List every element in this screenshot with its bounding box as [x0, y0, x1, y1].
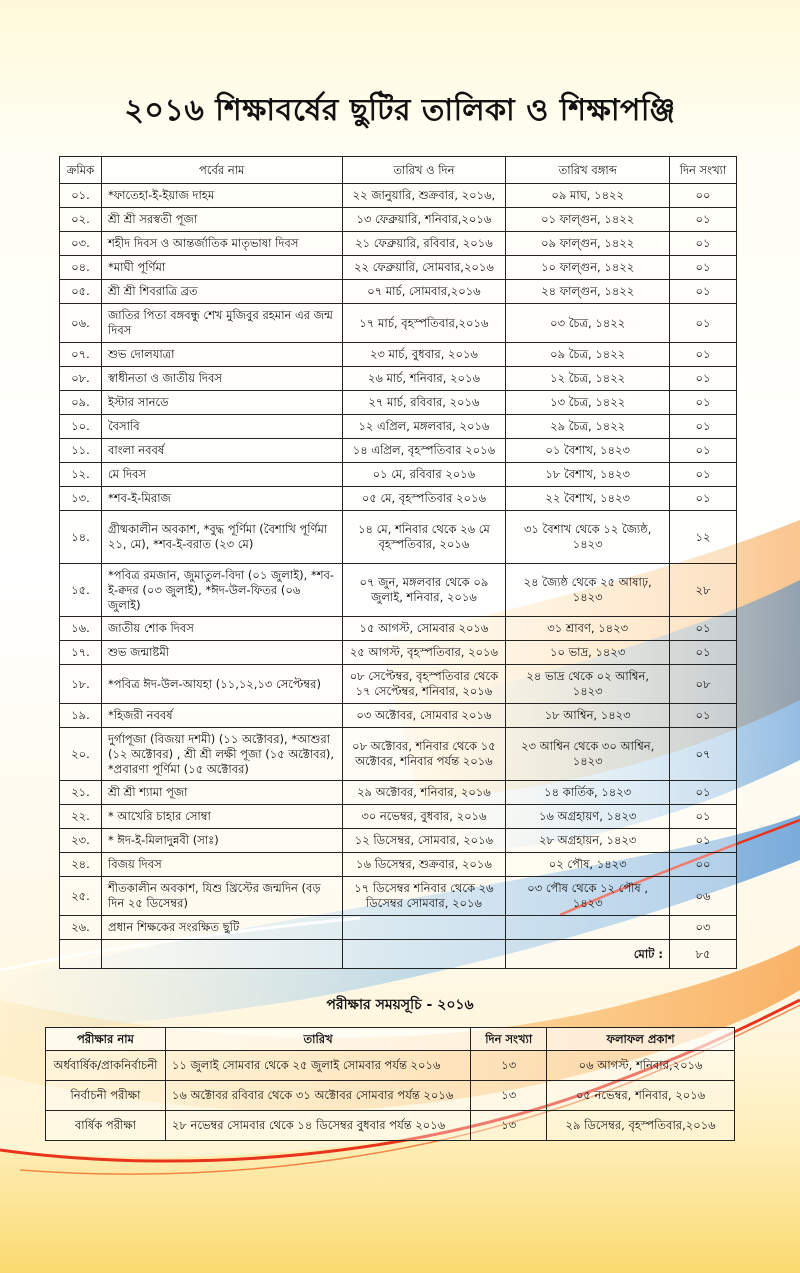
date-cell: ১৩ ফেব্রুয়ারি, শনিবার,২০১৬ [342, 208, 506, 232]
day-count-cell: ১২ [670, 511, 737, 564]
bangla-date-cell: ২৯ চৈত্র, ১৪২২ [506, 415, 670, 439]
bangla-date-cell: ২৪ জ্যৈষ্ঠ থেকে ২৫ আষাঢ়, ১৪২৩ [506, 564, 670, 617]
day-count-cell: ০১ [670, 367, 737, 391]
date-cell: ১৭ মার্চ, বৃহস্পতিবার,২০১৬ [342, 304, 506, 343]
exam-table [45, 1027, 735, 1141]
holiday-row [60, 829, 737, 853]
serial-cell: ১৫. [60, 564, 102, 617]
header-festival-name: পর্বের নাম [101, 157, 342, 184]
bangla-date-cell: ১২ চৈত্র, ১৪২২ [506, 367, 670, 391]
exam-table-header-row [46, 1028, 735, 1051]
holiday-row [60, 916, 737, 940]
holiday-row [60, 256, 737, 280]
serial-cell: ১৭. [60, 641, 102, 665]
date-cell: ১২ ডিসেম্বর, সোমবার, ২০১৬ [342, 829, 506, 853]
holiday-row [60, 208, 737, 232]
day-count-cell: ০১ [670, 805, 737, 829]
header-result-publish: ফলাফল প্রকাশ [547, 1028, 735, 1051]
exam-row [46, 1081, 735, 1111]
date-cell: ২১ ফেব্রুয়ারি, রবিবার, ২০১৬ [342, 232, 506, 256]
bangla-date-cell: ১৩ চৈত্র, ১৪২২ [506, 391, 670, 415]
day-count-cell: ০১ [670, 304, 737, 343]
bangla-date-cell: ১৬ অগ্রহায়ণ, ১৪২৩ [506, 805, 670, 829]
date-cell: ১৬ ডিসেম্বর, শুক্রবার, ২০১৬ [342, 853, 506, 877]
day-count-cell: ০১ [670, 487, 737, 511]
festival-name-cell: মে দিবস [101, 463, 342, 487]
empty-cell [342, 940, 506, 969]
page-title: ২০১৬ শিক্ষাবর্ষের ছুটির তালিকা ও শিক্ষাপঞ্জি [124, 93, 676, 128]
date-cell: ১৪ মে, শনিবার থেকে ২৬ মে বৃহস্পতিবার, ২০১৬ [342, 511, 506, 564]
festival-name-cell: গ্রীষ্মকালীন অবকাশ, *বুদ্ধ পূর্ণিমা (বৈশাখি পূর্ণিমা ২১, মে), *শব-ই-বরাত (২৩ মে) [101, 511, 342, 564]
exam-row [46, 1051, 735, 1081]
total-label: মোট : [506, 940, 670, 969]
date-cell: ১৫ আগস্ট, সোমবার ২০১৬ [342, 617, 506, 641]
serial-cell: ০৫. [60, 280, 102, 304]
exam-table-body [46, 1051, 735, 1141]
festival-name-cell: শুভ জন্মাষ্টমী [101, 641, 342, 665]
holiday-row [60, 487, 737, 511]
serial-cell: ২৪. [60, 853, 102, 877]
exam-date-cell: ১১ জুলাই সোমবার থেকে ২৫ জুলাই সোমবার পর্যন্ত ২০১৬ [165, 1051, 470, 1081]
holiday-row [60, 665, 737, 704]
day-count-cell: ০১ [670, 391, 737, 415]
serial-cell: ০৮. [60, 367, 102, 391]
holiday-row [60, 853, 737, 877]
header-date-day: তারিখ ও দিন [342, 157, 506, 184]
festival-name-cell: * ঈদ-ই-মিলাদুন্নবী (সাঃ) [101, 829, 342, 853]
bangla-date-cell: ৩১ শ্রাবণ, ১৪২৩ [506, 617, 670, 641]
serial-cell: ২৫. [60, 877, 102, 916]
header-exam-date: তারিখ [165, 1028, 470, 1051]
serial-cell: ২২. [60, 805, 102, 829]
serial-cell: ১২. [60, 463, 102, 487]
festival-name-cell: প্রধান শিক্ষকের সংরক্ষিত ছুটি [101, 916, 342, 940]
bangla-date-cell: ১৮ আশ্বিন, ১৪২৩ [506, 704, 670, 728]
exam-days-cell: ১৩ [471, 1081, 547, 1111]
bangla-date-cell: ০২ পৌষ, ১৪২৩ [506, 853, 670, 877]
festival-name-cell: *মাঘী পূর্ণিমা [101, 256, 342, 280]
holiday-row [60, 367, 737, 391]
day-count-cell: ০১ [670, 232, 737, 256]
bangla-date-cell: ১৪ কার্তিক, ১৪২৩ [506, 781, 670, 805]
day-count-cell: ০১ [670, 439, 737, 463]
serial-cell: ১৮. [60, 665, 102, 704]
festival-name-cell: ইস্টার সানডে [101, 391, 342, 415]
holiday-row [60, 805, 737, 829]
header-exam-name: পরীক্ষার নাম [46, 1028, 166, 1051]
exam-row [46, 1111, 735, 1141]
result-date-cell: ০৫ নভেম্বর, শনিবার, ২০১৬ [547, 1081, 735, 1111]
bangla-date-cell: ০১ বৈশাখ, ১৪২৩ [506, 439, 670, 463]
festival-name-cell: শ্রী শ্রী সরস্বতী পূজা [101, 208, 342, 232]
bangla-date-cell: ১৮ বৈশাখ, ১৪২৩ [506, 463, 670, 487]
serial-cell: ১৬. [60, 617, 102, 641]
header-exam-days: দিন সংখ্যা [471, 1028, 547, 1051]
festival-name-cell: শুভ দোলযাত্রা [101, 343, 342, 367]
holiday-row [60, 564, 737, 617]
empty-cell [101, 940, 342, 969]
bangla-date-cell: ০৩ চৈত্র, ১৪২২ [506, 304, 670, 343]
holiday-row [60, 781, 737, 805]
empty-cell [60, 940, 102, 969]
date-cell: ২৯ অক্টোবর, শনিবার, ২০১৬ [342, 781, 506, 805]
day-count-cell: ২৮ [670, 564, 737, 617]
bangla-date-cell: ০৩ পৌষ থেকে ১২ পৌষ , ১৪২৩ [506, 877, 670, 916]
date-cell: ০৫ মে, বৃহস্পতিবার ২০১৬ [342, 487, 506, 511]
day-count-cell: ০১ [670, 415, 737, 439]
holiday-table-body [60, 184, 737, 969]
holiday-row [60, 280, 737, 304]
holiday-row [60, 439, 737, 463]
festival-name-cell: জাতীয় শোক দিবস [101, 617, 342, 641]
holiday-total-row [60, 940, 737, 969]
exam-schedule-title: পরীক্ষার সময়সূচি - ২০১৬ [326, 997, 474, 1013]
day-count-cell: ০১ [670, 256, 737, 280]
day-count-cell: ০০ [670, 853, 737, 877]
holiday-row [60, 511, 737, 564]
holiday-row [60, 641, 737, 665]
bangla-date-cell: ০৯ ফাল্গুন, ১৪২২ [506, 232, 670, 256]
holiday-row [60, 415, 737, 439]
result-date-cell: ২৯ ডিসেম্বর, বৃহস্পতিবার,২০১৬ [547, 1111, 735, 1141]
day-count-cell: ০১ [670, 208, 737, 232]
date-cell: ২৭ মার্চ, রবিবার, ২০১৬ [342, 391, 506, 415]
holiday-row [60, 463, 737, 487]
festival-name-cell: *ফাতেহা-ই-ইয়াজ দাহম [101, 184, 342, 208]
day-count-cell: ০১ [670, 463, 737, 487]
date-cell: ০১ মে, রবিবার ২০১৬ [342, 463, 506, 487]
festival-name-cell: *হিজরী নববর্ষ [101, 704, 342, 728]
holiday-row [60, 232, 737, 256]
exam-name-cell: বার্ষিক পরীক্ষা [46, 1111, 166, 1141]
bangla-date-cell: ০৯ চৈত্র, ১৪২২ [506, 343, 670, 367]
serial-cell: ০৯. [60, 391, 102, 415]
festival-name-cell: *পবিত্র রমজান, জুমাতুল-বিদা (০১ জুলাই), *শব-ই-ক্বদর (০৩ জুলাই), *ঈদ-উল-ফিতর (০৬ জুলাই) [101, 564, 342, 617]
holiday-row [60, 728, 737, 781]
bangla-date-cell: ২৮ অগ্রহায়ন, ১৪২৩ [506, 829, 670, 853]
date-cell: ২২ জানুয়ারি, শুক্রবার, ২০১৬, [342, 184, 506, 208]
serial-cell: ১৯. [60, 704, 102, 728]
result-date-cell: ০৬ আগস্ট, শনিবার,২০১৬ [547, 1051, 735, 1081]
day-count-cell: ০১ [670, 704, 737, 728]
bangla-date-cell: ২২ বৈশাখ, ১৪২৩ [506, 487, 670, 511]
total-value: ৮৫ [670, 940, 737, 969]
date-cell [342, 916, 506, 940]
serial-cell: ০৭. [60, 343, 102, 367]
serial-cell: ১১. [60, 439, 102, 463]
serial-cell: ০২. [60, 208, 102, 232]
header-serial: ক্রমিক [60, 157, 102, 184]
festival-name-cell: বৈসাবি [101, 415, 342, 439]
holiday-row [60, 304, 737, 343]
bangla-date-cell: ০১ ফাল্গুন, ১৪২২ [506, 208, 670, 232]
holiday-row [60, 343, 737, 367]
day-count-cell: ০৭ [670, 728, 737, 781]
bangla-date-cell: ১০ ফাল্গুন, ১৪২২ [506, 256, 670, 280]
serial-cell: ১৪. [60, 511, 102, 564]
date-cell: ৩০ নভেম্বর, বুধবার, ২০১৬ [342, 805, 506, 829]
date-cell: ০৭ মার্চ, সোমবার,২০১৬ [342, 280, 506, 304]
festival-name-cell: বিজয় দিবস [101, 853, 342, 877]
holiday-row [60, 617, 737, 641]
date-cell: ২৩ মার্চ, বুধবার, ২০১৬ [342, 343, 506, 367]
serial-cell: ১০. [60, 415, 102, 439]
date-cell: ০৮ অক্টোবর, শনিবার থেকে ১৫ অক্টোবর, শনিবার পর্যন্ত ২০১৬ [342, 728, 506, 781]
festival-name-cell: শ্রী শ্রী শ্যামা পূজা [101, 781, 342, 805]
day-count-cell: ০১ [670, 641, 737, 665]
serial-cell: ০১. [60, 184, 102, 208]
exam-date-cell: ১৬ অক্টোবর রবিবার থেকে ৩১ অক্টোবর সোমবার পর্যন্ত ২০১৬ [165, 1081, 470, 1111]
day-count-cell: ০১ [670, 280, 737, 304]
day-count-cell: ০১ [670, 781, 737, 805]
day-count-cell: ০৩ [670, 916, 737, 940]
serial-cell: ০৪. [60, 256, 102, 280]
date-cell: ১২ এপ্রিল, মঙ্গলবার, ২০১৬ [342, 415, 506, 439]
bangla-date-cell: ৩১ বৈশাখ থেকে ১২ জ্যৈষ্ঠ, ১৪২৩ [506, 511, 670, 564]
serial-cell: ১৩. [60, 487, 102, 511]
holiday-row [60, 877, 737, 916]
day-count-cell: ০১ [670, 617, 737, 641]
bangla-date-cell: ২৪ ভাদ্র থেকে ০২ আশ্বিন, ১৪২৩ [506, 665, 670, 704]
serial-cell: ২০. [60, 728, 102, 781]
date-cell: ০৭ জুন, মঙ্গলবার থেকে ০৯ জুলাই, শনিবার, ২০১৬ [342, 564, 506, 617]
exam-days-cell: ১৩ [471, 1051, 547, 1081]
serial-cell: ২১. [60, 781, 102, 805]
holiday-table [59, 156, 737, 969]
festival-name-cell: শ্রী শ্রী শিবরাত্রি ব্রত [101, 280, 342, 304]
bangla-date-cell: ০৯ মাঘ, ১৪২২ [506, 184, 670, 208]
bangla-date-cell [506, 916, 670, 940]
serial-cell: ২৩. [60, 829, 102, 853]
date-cell: ১৭ ডিসেম্বর শনিবার থেকে ২৬ ডিসেম্বর সোমবার, ২০১৬ [342, 877, 506, 916]
festival-name-cell: *শব-ই-মিরাজ [101, 487, 342, 511]
bangla-date-cell: ২৪ ফাল্গুন, ১৪২২ [506, 280, 670, 304]
serial-cell: ০৩. [60, 232, 102, 256]
festival-name-cell: শীতকালীন অবকাশ, যিশু খ্রিস্টের জন্মদিন (বড় দিন ২৫ ডিসেম্বর) [101, 877, 342, 916]
bangla-date-cell: ১০ ভাদ্র, ১৪২৩ [506, 641, 670, 665]
day-count-cell: ০০ [670, 184, 737, 208]
date-cell: ২২ ফেব্রুয়ারি, সোমবার,২০১৬ [342, 256, 506, 280]
festival-name-cell: স্বাধীনতা ও জাতীয় দিবস [101, 367, 342, 391]
day-count-cell: ০৮ [670, 665, 737, 704]
festival-name-cell: *পবিত্র ঈদ-উল-আযহা (১১,১২,১৩ সেপ্টেম্বর) [101, 665, 342, 704]
serial-cell: ২৬. [60, 916, 102, 940]
serial-cell: ০৬. [60, 304, 102, 343]
festival-name-cell: জাতির পিতা বঙ্গবন্ধু শেখ মুজিবুর রহমান এর জন্ম দিবস [101, 304, 342, 343]
festival-name-cell: শহীদ দিবস ও আন্তর্জাতিক মাতৃভাষা দিবস [101, 232, 342, 256]
date-cell: ০৩ অক্টোবর, সোমবার ২০১৬ [342, 704, 506, 728]
exam-days-cell: ১৩ [471, 1111, 547, 1141]
header-day-count: দিন সংখ্যা [670, 157, 737, 184]
exam-date-cell: ২৮ নভেম্বর সোমবার থেকে ১৪ ডিসেম্বর বুধবার পর্যন্ত ২০১৬ [165, 1111, 470, 1141]
date-cell: ২৬ মার্চ, শনিবার, ২০১৬ [342, 367, 506, 391]
date-cell: ২৫ আগস্ট, বৃহস্পতিবার, ২০১৬ [342, 641, 506, 665]
holiday-row [60, 391, 737, 415]
holiday-row [60, 704, 737, 728]
festival-name-cell: বাংলা নববর্ষ [101, 439, 342, 463]
header-bangla-date: তারিখ বঙ্গাব্দ [506, 157, 670, 184]
date-cell: ০৮ সেপ্টেম্বর, বৃহস্পতিবার থেকে ১৭ সেপ্টেম্বর, শনিবার, ২০১৬ [342, 665, 506, 704]
day-count-cell: ০১ [670, 343, 737, 367]
exam-name-cell: অর্ধবার্ষিক/প্রাকনির্বাচনী [46, 1051, 166, 1081]
date-cell: ১৪ এপ্রিল, বৃহস্পতিবার ২০১৬ [342, 439, 506, 463]
holiday-table-header-row [60, 157, 737, 184]
exam-name-cell: নির্বাচনী পরীক্ষা [46, 1081, 166, 1111]
day-count-cell: ০৬ [670, 877, 737, 916]
bangla-date-cell: ২৩ আশ্বিন থেকে ৩০ আশ্বিন, ১৪২৩ [506, 728, 670, 781]
festival-name-cell: দুর্গাপূজা (বিজয়া দশমী) (১১ অক্টোবর), *আশুরা (১২ অক্টোবর) , শ্রী শ্রী লক্ষী পূজা (১৫ অক্টোবর), *প্রবারণা পূর্ণিমা (১৫ অক্টোবর) [101, 728, 342, 781]
festival-name-cell: * আখেরি চাহার সোম্বা [101, 805, 342, 829]
day-count-cell: ০১ [670, 829, 737, 853]
holiday-row [60, 184, 737, 208]
